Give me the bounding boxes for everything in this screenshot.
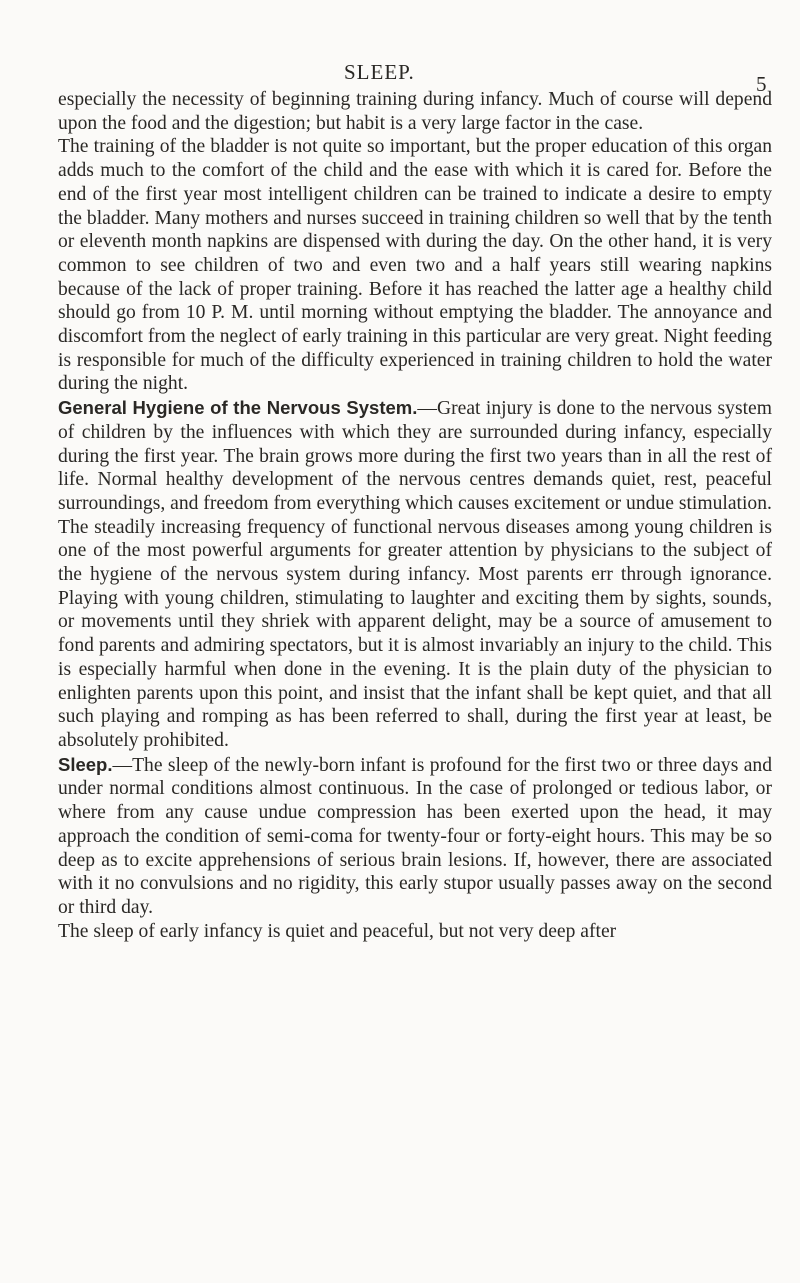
paragraph-text: The training of the bladder is not quite so important, but the proper education of this organ adds much to the comfort of the child and the ease with which it is cared for. Before the end of the first year most intelligent children can be trained to indicate a desire to empty the bladder. Many mothers and nurses succeed in training children so well that by the tenth or eleventh month napkins are dispensed with during the day. On the other hand, it is very common to see children of two and even two and a half years still wearing napkins because of the lack of proper training. Before it has reached the latter age a healthy child should go from 10 P. M. until morning without emptying the bladder. The annoyance and discomfort from the neglect of early training in this particular are very great. Night feeding is responsible for much of the difficulty experienced in training children to hold the water during the night. <box>58 136 772 395</box>
paragraph-text: especially the necessity of beginning training during infancy. Much of course will depend upon the food and the digestion; but habit is a very large factor in the case. <box>58 89 772 134</box>
page-number: 5 <box>756 72 767 96</box>
paragraph <box>58 753 772 920</box>
page-header <box>0 0 800 96</box>
paragraph <box>58 920 772 944</box>
body-text <box>58 88 772 943</box>
section-heading: General Hygiene of the Nervous System. <box>58 397 418 419</box>
paragraph-text: The sleep of early infancy is quiet and peaceful, but not very deep after <box>58 920 617 942</box>
paragraph-text: —Great injury is done to the nervous system of children by the influences with which they are surrounded during infancy, especially during the first year. The brain grows more during the first two years than in all the rest of life. Normal healthy development of the nervous centres demands quiet, rest, peaceful surroundings, and freedom from everything which causes excitement or undue stimulation. <box>58 398 772 514</box>
paragraph <box>58 396 772 516</box>
paragraph-text: —The sleep of the newly-born infant is profound for the first two or three days and under normal conditions almost continuous. In the case of prolonged or tedious labor, or where from any cause undue compression has been exerted upon the head, it may approach the condition of semi-coma for twenty-four or forty-eight hours. This may be so deep as to excite apprehensions of serious brain lesions. If, however, there are associated with it no convulsions and no rigidity, this early stupor usually passes away on the second or third day. <box>58 754 772 918</box>
section-heading: Sleep. <box>58 753 113 775</box>
paragraph-text: The steadily increasing frequency of functional nervous diseases among young children is one of the most powerful arguments for greater attention by physicians to the subject of the hygiene of the nervous system during infancy. Most parents err through ignorance. Playing with young children, stimulating to laughter and exciting them by sights, sounds, or movements until they shriek with apparent delight, may be a source of amusement to fond parents and admiring spectators, but it is almost invariably an injury to the child. This is especially harmful when done in the evening. It is the plain duty of the physician to enlighten parents upon this point, and insist that the infant shall be kept quiet, and that all such playing and romping as has been referred to shall, during the first year at least, be absolutely prohibited. <box>58 516 772 751</box>
paragraph <box>58 88 772 135</box>
paragraph <box>58 516 772 753</box>
running-head: SLEEP. <box>344 60 415 84</box>
paragraph <box>58 135 772 396</box>
